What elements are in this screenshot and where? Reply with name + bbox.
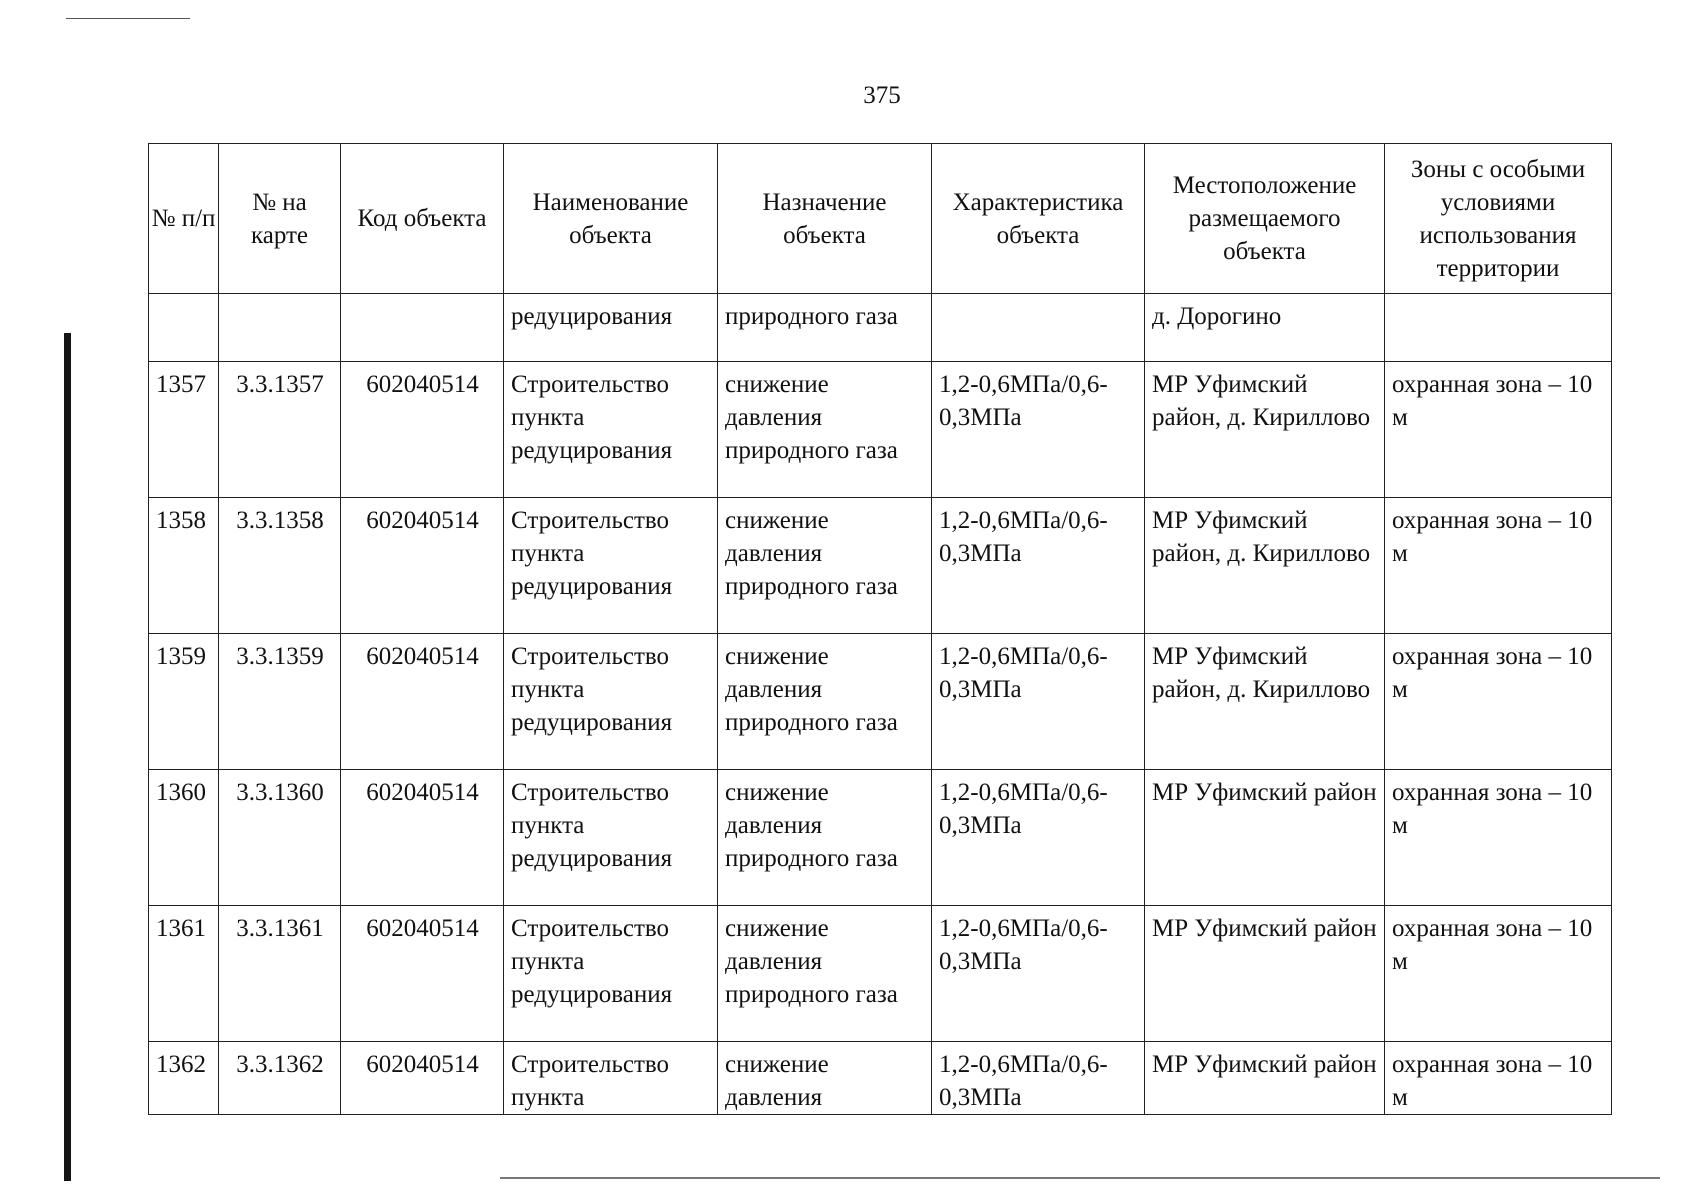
- cell-purpose: снижение давления природного газа: [718, 634, 932, 770]
- cell-location: МР Уфимский район, д. Кириллово: [1145, 498, 1385, 634]
- cell-map: 3.3.1362: [219, 1042, 341, 1115]
- cell-name: Строительство пункта редуцирования: [504, 634, 718, 770]
- cell-location: МР Уфимский район, д. Кириллово: [1145, 362, 1385, 498]
- cell-map: 3.3.1357: [219, 362, 341, 498]
- table-row: [149, 906, 1612, 1042]
- cell-location: МР Уфимский район, д. Кириллово: [1145, 634, 1385, 770]
- cell-name: Строительство пункта: [504, 1042, 718, 1115]
- cell-location: МР Уфимский район: [1145, 906, 1385, 1042]
- cell-code: [341, 294, 504, 362]
- cell-purpose: снижение давления природного газа: [718, 498, 932, 634]
- page-number: 375: [863, 82, 901, 109]
- cell-zone: охранная зона – 10 м: [1385, 362, 1612, 498]
- table-row: [149, 770, 1612, 906]
- cell-map: 3.3.1358: [219, 498, 341, 634]
- header-cell-zone: Зоны с особыми условиями использования территории: [1385, 144, 1612, 294]
- cell-name: Строительство пункта редуцирования: [504, 362, 718, 498]
- table-row: [149, 498, 1612, 634]
- scan-margin-bar: [64, 333, 71, 1181]
- cell-code: 602040514: [341, 906, 504, 1042]
- cell-purpose: снижение давления природного газа: [718, 906, 932, 1042]
- cell-purpose: снижение давления: [718, 1042, 932, 1115]
- table-row: [149, 1042, 1612, 1115]
- scan-artifact-line: [66, 18, 190, 19]
- cell-zone: охранная зона – 10 м: [1385, 634, 1612, 770]
- cell-num: [149, 294, 219, 362]
- cell-purpose: природного газа: [718, 294, 932, 362]
- cell-map: 3.3.1361: [219, 906, 341, 1042]
- cell-name: Строительство пункта редуцирования: [504, 498, 718, 634]
- cell-map: 3.3.1359: [219, 634, 341, 770]
- cell-num: 1359: [149, 634, 219, 770]
- cell-location: МР Уфимский район: [1145, 1042, 1385, 1115]
- cell-name: Строительство пункта редуцирования: [504, 906, 718, 1042]
- cell-code: 602040514: [341, 770, 504, 906]
- cell-code: 602040514: [341, 634, 504, 770]
- cell-zone: [1385, 294, 1612, 362]
- registry-table: [148, 143, 1612, 1115]
- header-cell-num: № п/п: [149, 144, 219, 294]
- table-row: [149, 634, 1612, 770]
- cell-num: 1357: [149, 362, 219, 498]
- cell-zone: охранная зона – 10 м: [1385, 906, 1612, 1042]
- cell-num: 1362: [149, 1042, 219, 1115]
- table-row-continuation: [149, 294, 1612, 362]
- cell-spec: 1,2-0,6МПа/0,6-0,3МПа: [932, 634, 1145, 770]
- cell-name: Строительство пункта редуцирования: [504, 770, 718, 906]
- cell-name: редуцирования: [504, 294, 718, 362]
- cell-code: 602040514: [341, 1042, 504, 1115]
- cell-num: 1360: [149, 770, 219, 906]
- cell-code: 602040514: [341, 498, 504, 634]
- cell-location: д. Дорогино: [1145, 294, 1385, 362]
- cell-code: 602040514: [341, 362, 504, 498]
- header-cell-location: Местоположение размещаемого объекта: [1145, 144, 1385, 294]
- header-cell-name: Наименование объекта: [504, 144, 718, 294]
- header-cell-map: № на карте: [219, 144, 341, 294]
- header-cell-code: Код объекта: [341, 144, 504, 294]
- cell-spec: 1,2-0,6МПа/0,6-0,3МПа: [932, 1042, 1145, 1115]
- cell-purpose: снижение давления природного газа: [718, 362, 932, 498]
- cell-location: МР Уфимский район: [1145, 770, 1385, 906]
- cell-zone: охранная зона – 10 м: [1385, 770, 1612, 906]
- cell-map: 3.3.1360: [219, 770, 341, 906]
- cell-spec: 1,2-0,6МПа/0,6-0,3МПа: [932, 362, 1145, 498]
- cell-spec: 1,2-0,6МПа/0,6-0,3МПа: [932, 906, 1145, 1042]
- cell-spec: [932, 294, 1145, 362]
- cell-purpose: снижение давления природного газа: [718, 770, 932, 906]
- cell-num: 1358: [149, 498, 219, 634]
- table-header-row: [149, 144, 1612, 294]
- table-row: [149, 362, 1612, 498]
- scan-artifact-line: [500, 1177, 1660, 1179]
- cell-spec: 1,2-0,6МПа/0,6-0,3МПа: [932, 498, 1145, 634]
- header-cell-purpose: Назначение объекта: [718, 144, 932, 294]
- cell-spec: 1,2-0,6МПа/0,6-0,3МПа: [932, 770, 1145, 906]
- cell-zone: охранная зона – 10 м: [1385, 1042, 1612, 1115]
- cell-num: 1361: [149, 906, 219, 1042]
- cell-map: [219, 294, 341, 362]
- header-cell-spec: Характеристика объекта: [932, 144, 1145, 294]
- cell-zone: охранная зона – 10 м: [1385, 498, 1612, 634]
